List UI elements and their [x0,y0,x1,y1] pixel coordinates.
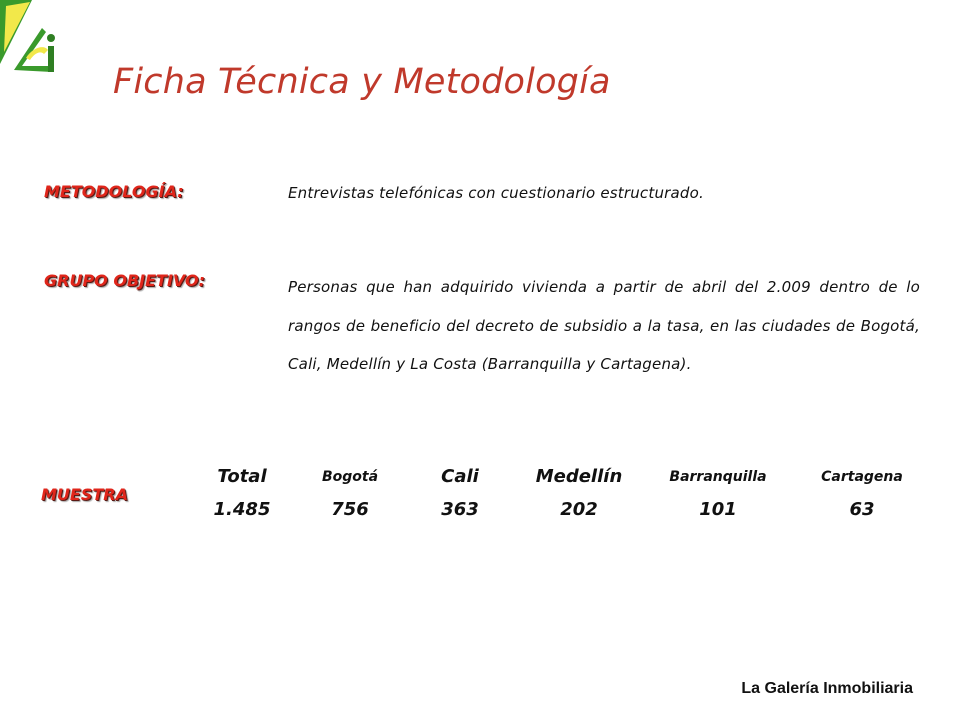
grupo-objetivo-label: GRUPO OBJETIVO: [44,271,205,290]
metodologia-text: Entrevistas telefónicas con cuestionario estructurado. [288,184,704,202]
column-header: Bogotá [321,469,379,485]
muestra-column-barranquilla [658,463,778,521]
column-header: Medellín [535,466,623,487]
muestra-label: MUESTRA [41,485,128,504]
grupo-objetivo-text: Personas que han adquirido vivienda a partir de abril del 2.009 dentro de lo rangos de beneficio del decreto de subsidio a la tasa, en las ciudades de Bogotá, Cali, Medellín y La Costa (Barranquilla y Cartagena). [288,278,920,373]
muestra-column-cartagena [802,463,922,521]
muestra-column-bogota [290,463,410,521]
logo-icon [0,0,60,78]
column-value: 756 [331,499,369,520]
column-header: Barranquilla [669,469,767,485]
metodologia-label: METODOLOGÍA: [44,182,184,201]
muestra-column-total [182,463,302,521]
muestra-column-medellin [519,463,639,521]
footer-brand: La Galería Inmobiliaria [741,680,913,697]
column-value: 63 [849,499,875,520]
column-header: Cali [441,466,479,487]
column-value: 101 [699,499,737,520]
page-title: Ficha Técnica y Metodología [113,62,611,102]
column-value: 363 [441,499,479,520]
muestra-column-cali [400,463,520,521]
column-header: Cartagena [821,469,903,485]
column-value: 202 [560,499,598,520]
column-header: Total [217,466,267,487]
column-value: 1.485 [213,499,271,520]
